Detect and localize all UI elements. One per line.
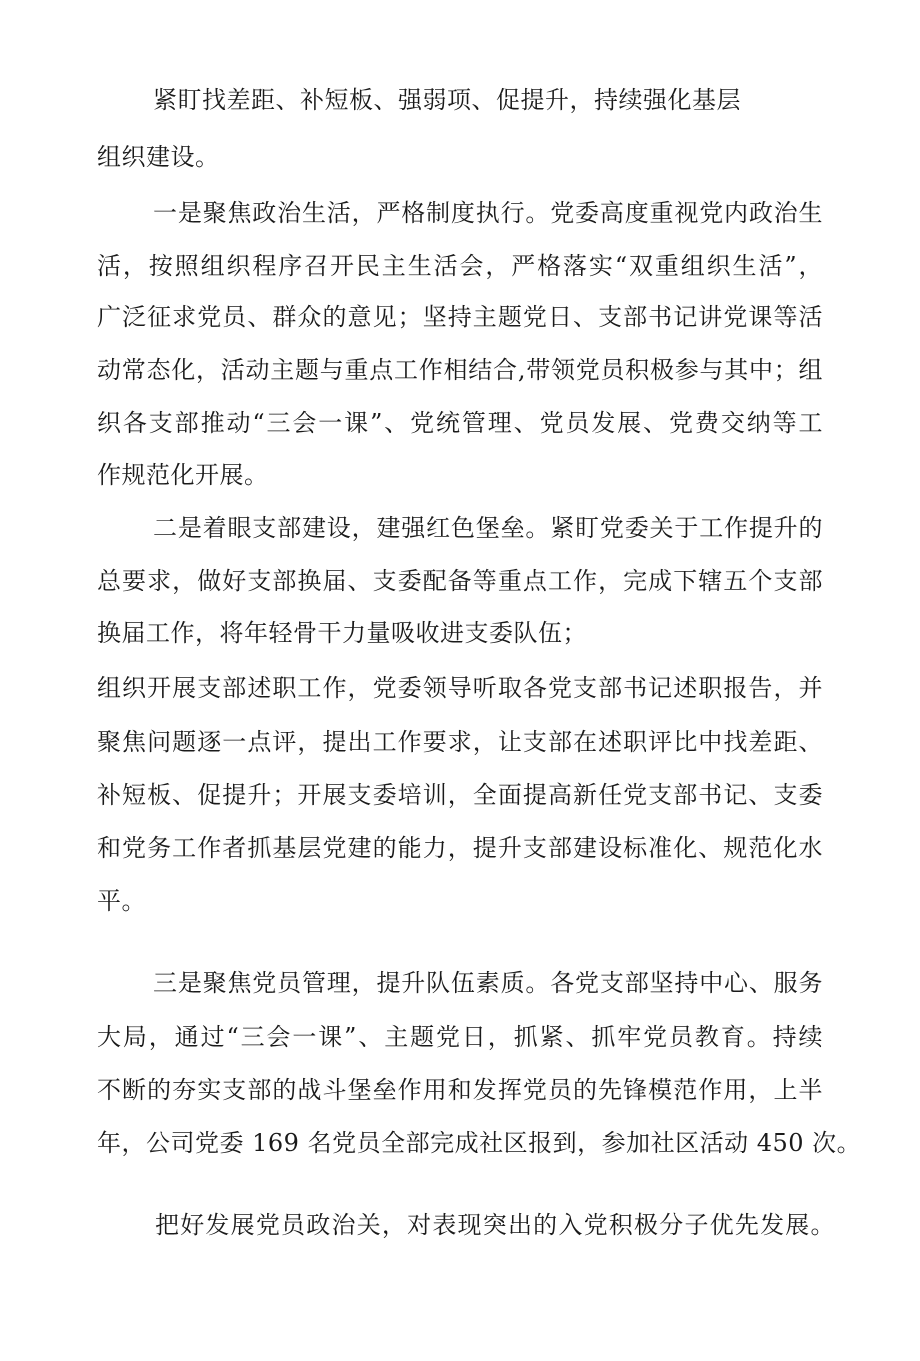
paragraph-1-line-1: 一是聚焦政治生活，严格制度执行。党委高度重视党内政治生 [153, 199, 823, 227]
paragraph-2-line-3: 换届工作，将年轻骨干力量吸收进支委队伍； [97, 619, 587, 647]
paragraph-2-line-8: 平。 [97, 887, 146, 915]
heading-line-1: 紧盯找差距、补短板、强弱项、促提升，持续强化基层 [153, 86, 741, 114]
paragraph-3-line-4: 年，公司党委 169 名党员全部完成社区报到，参加社区活动 450 次。 [97, 1129, 862, 1157]
paragraph-2-line-5: 聚焦问题逐一点评，提出工作要求，让支部在述职评比中找差距、 [97, 728, 823, 756]
paragraph-1-line-6: 作规范化开展。 [97, 461, 269, 489]
paragraph-2-line-4: 组织开展支部述职工作，党委领导听取各党支部书记述职报告，并 [97, 674, 823, 702]
paragraph-2-line-6: 补短板、促提升；开展支委培训，全面提高新任党支部书记、支委 [97, 781, 823, 809]
heading-line-2: 组织建设。 [97, 143, 220, 171]
paragraph-3-line-1: 三是聚焦党员管理，提升队伍素质。各党支部坚持中心、服务 [153, 969, 823, 997]
paragraph-2-line-7: 和党务工作者抓基层党建的能力，提升支部建设标准化、规范化水 [97, 834, 823, 862]
paragraph-1-line-2: 活，按照组织程序召开民主生活会，严格落实“双重组织生活”， [97, 252, 823, 280]
paragraph-3-line-2: 大局，通过“三会一课”、主题党日，抓紧、抓牢党员教育。持续 [97, 1023, 823, 1051]
paragraph-4-line-1: 把好发展党员政治关，对表现突出的入党积极分子优先发展。 [155, 1211, 835, 1239]
paragraph-1-line-3: 广泛征求党员、群众的意见；坚持主题党日、支部书记讲党课等活 [97, 303, 823, 331]
paragraph-1-line-4: 动常态化，活动主题与重点工作相结合,带领党员积极参与其中；组 [97, 356, 823, 384]
paragraph-1-line-5: 织各支部推动“三会一课”、党统管理、党员发展、党费交纳等工 [97, 409, 823, 437]
paragraph-3-line-3: 不断的夯实支部的战斗堡垒作用和发挥党员的先锋模范作用，上半 [97, 1076, 823, 1104]
paragraph-2-line-2: 总要求，做好支部换届、支委配备等重点工作，完成下辖五个支部 [97, 567, 823, 595]
paragraph-2-line-1: 二是着眼支部建设，建强红色堡垒。紧盯党委关于工作提升的 [153, 514, 823, 542]
